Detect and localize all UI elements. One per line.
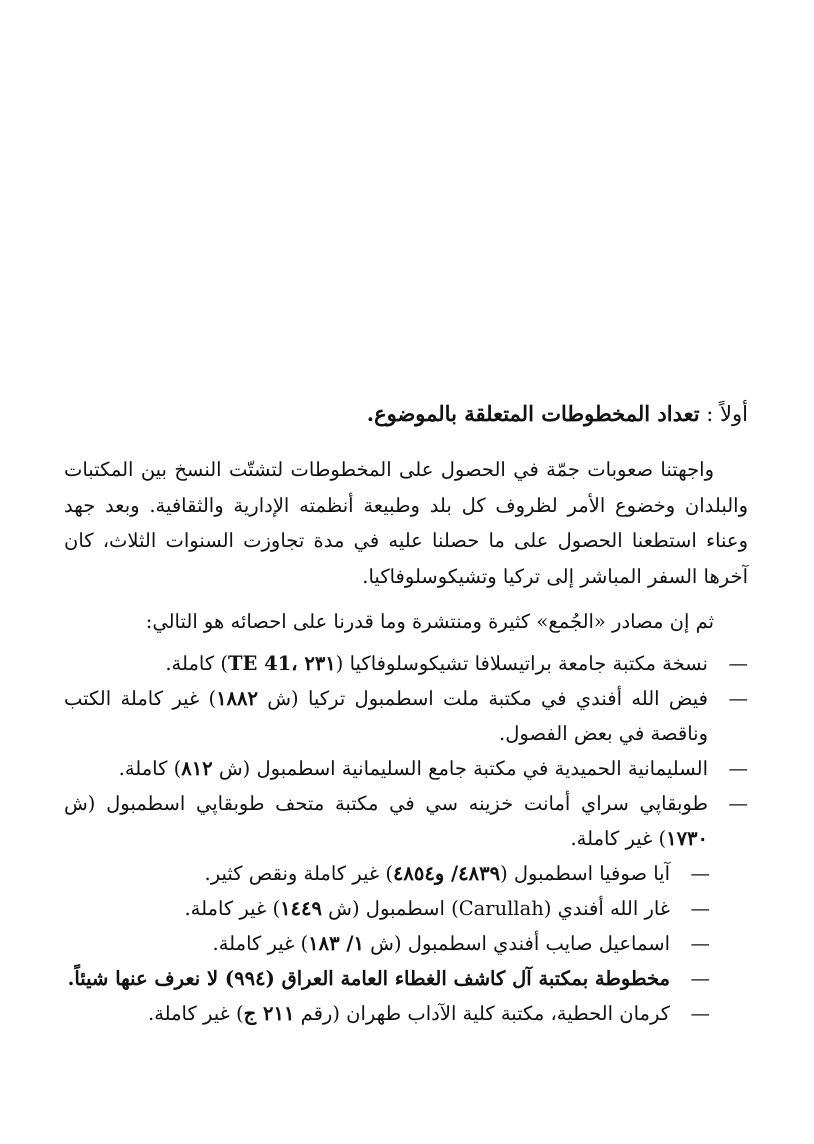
source-status: ) كاملة.: [165, 651, 228, 675]
list-item: [64, 681, 748, 751]
sources-intro-paragraph: ثم إن مصادر «الجُمع» كثيرة ومنتشرة وما قدرنا على احصائه هو التالي:: [145, 610, 714, 633]
source-text: آيا صوفيا اسطمبول (: [500, 861, 670, 885]
source-ref: ١/ ١٨٣: [308, 931, 364, 955]
source-ref: ٩٩٤: [234, 966, 266, 990]
list-dash: —: [728, 756, 748, 780]
source-text: نسخة مكتبة جامعة براتيسلافا تشيكوسلوفاكيا (: [335, 651, 708, 675]
list-dash: —: [690, 931, 710, 955]
sources-list: [64, 646, 748, 1031]
source-status: ) غير كاملة الكتب وناقصة في بعض الفصول.: [64, 686, 708, 745]
section-heading: [64, 392, 748, 436]
source-text: مخطوطة بمكتبة آل كاشف الغطاء العامة العراق (: [265, 966, 670, 990]
source-text: كرمان الحطية، مكتبة كلية الآداب طهران (رقم: [294, 1001, 670, 1025]
list-dash: —: [690, 966, 710, 990]
source-ref: ٤٨٣٩/ و٤٨٥٤: [392, 861, 501, 885]
source-text: غار الله أفندي (Carullah) اسطمبول (ش: [321, 896, 670, 920]
source-ref: ٨١٢: [181, 756, 213, 780]
list-dash: —: [690, 861, 710, 885]
source-status: ) غير كاملة.: [148, 1001, 244, 1025]
intro-paragraph: واجهتنا صعوبات جمّة في الحصول على المخطوطات لتشتّت النسخ بين المكتبات والبلدان وخضوع الأمر لظروف كل بلد وطبيعة أنظمته الإدارية والثقافية. وبعد جهد وعناء استطعنا الحصول على ما حصلنا عليه في مدة تجاوزت السنوات الثلاث، كان آخرها السفر المباشر إلى تركيا وتشيكوسلوفاكيا.: [64, 458, 748, 588]
source-ref: ١٧٣٠: [666, 826, 708, 850]
source-text: السليمانية الحميدية في مكتبة جامع السليمانية اسطمبول (ش: [212, 756, 708, 780]
list-item: [64, 751, 748, 786]
source-text: فيض الله أفندي في مكتبة ملت اسطمبول تركيا (ش: [257, 686, 708, 710]
source-status: ) غير كاملة.: [212, 931, 309, 955]
document-page: [64, 392, 748, 1031]
list-item: [64, 926, 748, 961]
source-text: طوبقاپي سراي أمانت خزينه سي في مكتبة متحف طوبقاپي اسطمبول (ش: [64, 791, 708, 815]
list-item: [64, 891, 748, 926]
source-ref: ١٤٤٩: [280, 896, 322, 920]
source-status: ) غير كاملة.: [184, 896, 281, 920]
list-item: [64, 786, 748, 856]
source-status: ) غير كاملة.: [570, 826, 667, 850]
source-ref: ٢١١ ج: [243, 1001, 295, 1025]
list-item: [64, 961, 748, 996]
section-heading-label: أولاً :: [706, 402, 748, 426]
section-heading-title: تعداد المخطوطات المتعلقة بالموضوع.: [366, 401, 700, 426]
source-text: اسماعيل صايب أفندي اسطمبول (ش: [363, 931, 670, 955]
list-dash: —: [728, 791, 748, 815]
list-item: [64, 996, 748, 1031]
list-dash: —: [728, 651, 748, 675]
list-item: [64, 856, 748, 891]
source-status: ) لا نعرف عنها شيئاً.: [67, 966, 235, 990]
list-dash: —: [728, 686, 748, 710]
source-ref: ١٨٨٢: [216, 686, 258, 710]
list-item: [64, 646, 748, 681]
list-dash: —: [690, 1001, 710, 1025]
list-dash: —: [690, 896, 710, 920]
source-status: ) كاملة.: [118, 756, 182, 780]
source-status: ) غير كاملة ونقص كثير.: [204, 861, 393, 885]
source-ref: ٢٣١ ،TE 41: [227, 651, 336, 675]
